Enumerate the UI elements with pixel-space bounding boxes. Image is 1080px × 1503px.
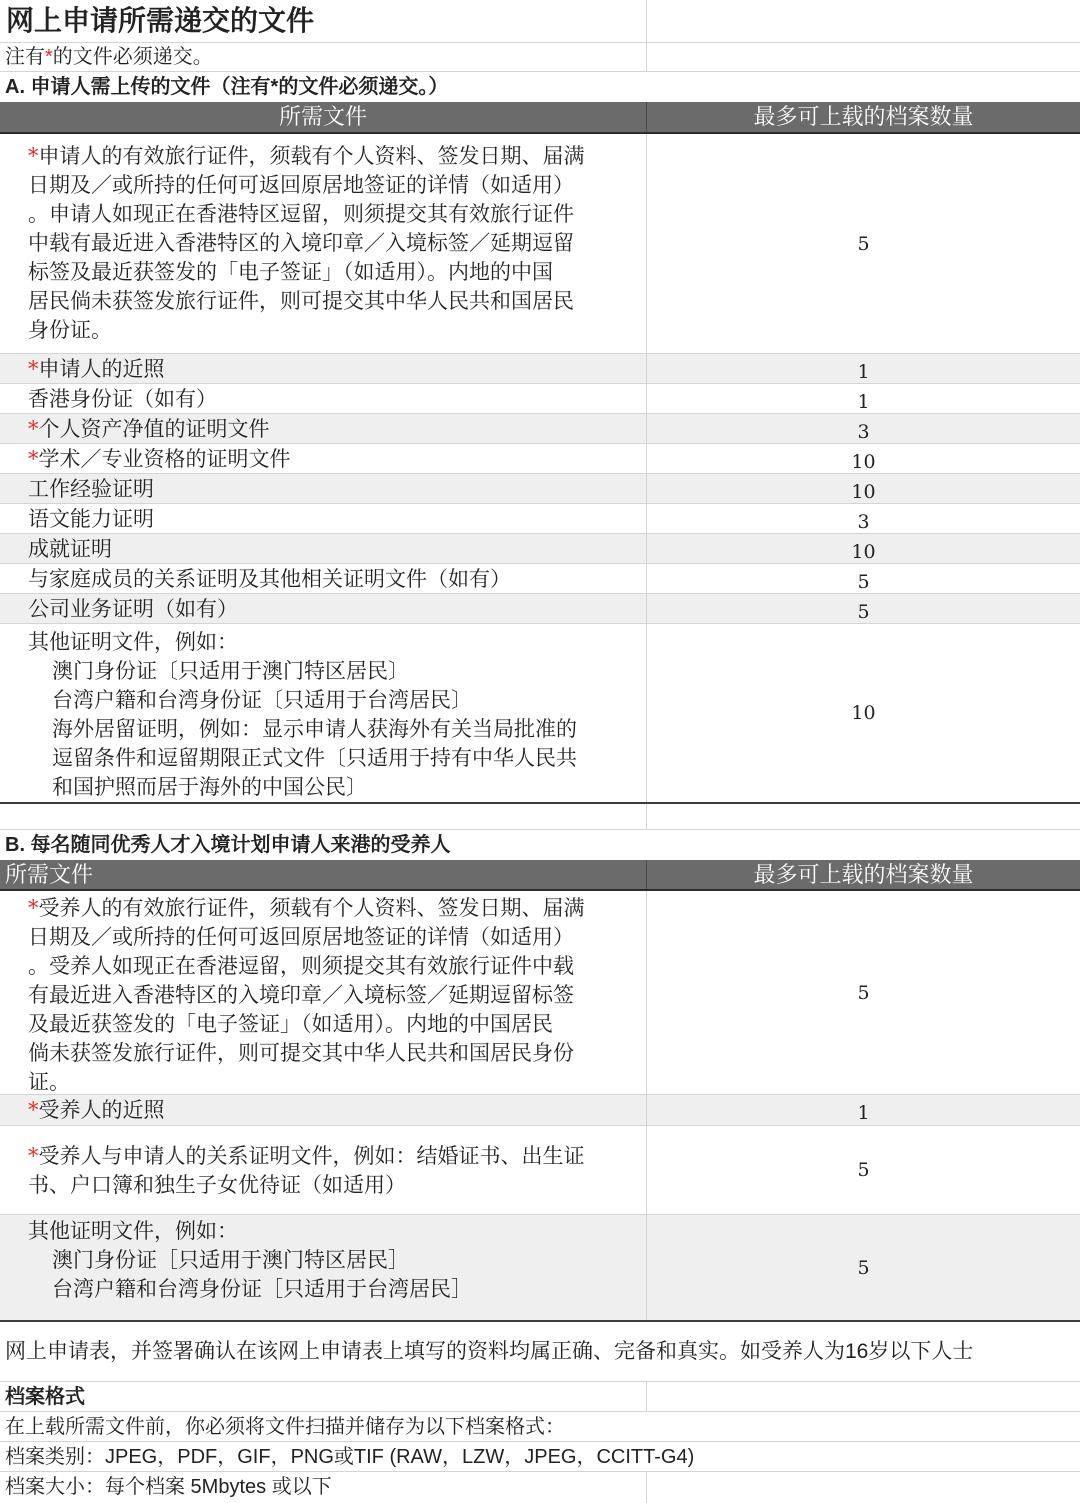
format-size: 档案大小：每个档案 5Mbytes 或以下 [5, 1476, 332, 1498]
col-header-max-files: 最多可上载的档案数量 [753, 863, 974, 888]
col-header-documents: 所需文件 [278, 105, 367, 130]
document-description: 与家庭成员的关系证明及其他相关证明文件（如有） [28, 567, 511, 591]
section-a-row [0, 594, 1080, 624]
form-note-row [0, 1322, 1080, 1382]
section-b-row [0, 1126, 1080, 1215]
section-a-row [0, 444, 1080, 474]
document-description: 其他证明文件，例如： 澳门身份证［只适用于澳门特区居民］ 台湾户籍和台湾身份证［只适用于台湾居民］ [28, 1219, 472, 1301]
document-description: *个人资产净值的证明文件 [28, 417, 270, 441]
section-a-row [0, 504, 1080, 534]
max-file-count: 5 [857, 981, 870, 1004]
document-description: 语文能力证明 [28, 507, 154, 531]
required-note: 注有*的文件必须递交。 [5, 46, 213, 68]
max-file-count: 5 [857, 232, 870, 255]
col-header-documents: 所需文件 [5, 863, 94, 888]
section-a-row [0, 534, 1080, 564]
section-a-row [0, 384, 1080, 414]
max-file-count: 3 [857, 510, 870, 533]
section-a-heading-row [0, 72, 1080, 102]
section-b-table-header [0, 860, 1080, 891]
section-a-row [0, 414, 1080, 444]
format-intro: 在上载所需文件前，你必须将文件扫描并储存为以下档案格式： [5, 1416, 565, 1438]
format-heading: 档案格式 [5, 1386, 85, 1408]
section-b-heading: B. 每名随同优秀人才入境计划申请人来港的受养人 [5, 834, 451, 856]
max-file-count: 1 [857, 360, 870, 383]
section-b-row [0, 891, 1080, 1095]
page-title: 网上申请所需递交的文件 [6, 5, 315, 36]
format-heading-row [0, 1382, 1080, 1412]
spacer-row [0, 804, 1080, 830]
document-description: *申请人的近照 [28, 357, 165, 381]
document-description: *申请人的有效旅行证件，须载有个人资料、签发日期、届满 日期及／或所持的任何可返回原居地签证的详情（如适用） 。申请人如现正在香港特区逗留，则须提交其有效旅行证件 中载有最近进入香港特区的入境印章／入境标签／延期逗留 标签及最近获签发的「电子签证」（如适用）。内地的中国 居民倘未获签发旅行证件，则可提交其中华人民共和国居民 身份证。 [28, 144, 585, 342]
max-file-count: 10 [851, 540, 876, 563]
format-types-row [0, 1442, 1080, 1472]
max-file-count: 1 [857, 390, 870, 413]
document-description: *学术／专业资格的证明文件 [28, 447, 291, 471]
max-file-count: 10 [851, 702, 876, 724]
col-header-max-files: 最多可上载的档案数量 [753, 105, 974, 130]
format-types: 档案类别：JPEG，PDF，GIF，PNG或TIF (RAW，LZW，JPEG，CCITT-G4) [5, 1446, 695, 1468]
form-note: 网上申请表，并签署确认在该网上申请表上填写的资料均属正确、完备和真实。如受养人为16岁以下人士 [5, 1340, 974, 1363]
max-file-count: 5 [857, 600, 870, 623]
section-a-row [0, 354, 1080, 384]
max-file-count: 5 [857, 1159, 870, 1181]
section-a-row [0, 624, 1080, 804]
section-b-row [0, 1095, 1080, 1126]
max-file-count: 5 [857, 1256, 870, 1279]
max-file-count: 5 [857, 570, 870, 593]
section-a-row [0, 474, 1080, 504]
document-description: *受养人的有效旅行证件，须载有个人资料、签发日期、届满 日期及／或所持的任何可返回原居地签证的详情（如适用） 。受养人如现正在香港逗留，则须提交其有效旅行证件中载 有最近进入香港特区的入境印章／入境标签／延期逗留标签 及最近获签发的「电子签证」（如适用）。内地的中国居民 倘未获签发旅行证件，则可提交其中华人民共和国居民身份 证。 [28, 896, 585, 1094]
document-description: *受养人与申请人的关系证明文件，例如：结婚证书、出生证 书、户口簿和独生子女优待证（如适用） [28, 1144, 585, 1197]
section-a-row [0, 134, 1080, 354]
document-description: 香港身份证（如有） [28, 387, 217, 411]
document-description: 其他证明文件，例如： 澳门身份证〔只适用于澳门特区居民〕 台湾户籍和台湾身份证〔只适用于台湾居民〕 海外居留证明，例如：显示申请人获海外有关当局批准的 逗留条件和逗留期限正式文件〔只适用于持有中华人民共 和国护照而居于海外的中国公民〕 [28, 630, 577, 799]
title-row [0, 0, 1080, 43]
document-description: *受养人的近照 [28, 1098, 165, 1122]
max-file-count: 1 [857, 1102, 870, 1124]
document-description: 成就证明 [28, 537, 112, 561]
format-size-row [0, 1472, 1080, 1503]
section-b-row [0, 1215, 1080, 1322]
format-intro-row [0, 1412, 1080, 1442]
section-a-heading: A. 申请人需上传的文件（注有*的文件必须递交。） [5, 76, 449, 98]
required-note-row [0, 43, 1080, 72]
section-b-heading-row [0, 830, 1080, 860]
max-file-count: 3 [857, 420, 870, 443]
max-file-count: 10 [851, 450, 876, 473]
document-description: 公司业务证明（如有） [28, 597, 238, 621]
section-a-table-header [0, 102, 1080, 134]
max-file-count: 10 [851, 480, 876, 503]
required-star: * [45, 46, 53, 68]
section-a-row [0, 564, 1080, 594]
document-description: 工作经验证明 [28, 477, 154, 501]
